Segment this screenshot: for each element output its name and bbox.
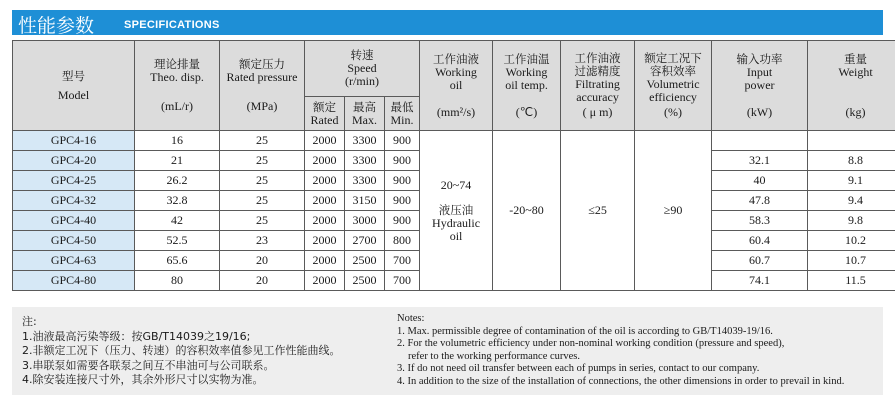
oil-temp-cell: [493, 131, 561, 291]
col-volumetric-efficiency: 额定工况下 容积效率 Volumetric efficiency (%): [635, 41, 712, 131]
notes-cn-line: 4.除安装连接尺寸外，其余外形尺寸以实物为准。: [22, 373, 264, 386]
power-cell: 60.4: [712, 231, 808, 251]
specifications-body: [13, 131, 895, 291]
pressure-cell: 23: [220, 231, 305, 251]
viscosity-value: 20~74: [440, 177, 472, 192]
weight-cell: 9.1: [808, 171, 895, 191]
specifications-table: [12, 40, 895, 291]
notes-cn-line: 1.油液最高污染等级：按GB/T14039之19/16;: [22, 329, 251, 343]
max-speed-cell: 2700: [345, 231, 385, 251]
min-speed-cell: 900: [385, 131, 420, 151]
notes-cn: [22, 315, 341, 388]
section-header: [12, 10, 883, 35]
max-speed-cell: 2500: [345, 251, 385, 271]
notes-en-title: Notes:: [397, 313, 425, 324]
min-speed-cell: 800: [385, 231, 420, 251]
max-speed-cell: 3000: [345, 211, 385, 231]
power-cell: 58.3: [712, 211, 808, 231]
pressure-cell: 25: [220, 151, 305, 171]
oil-type-cn: 液压油: [438, 202, 474, 217]
pressure-cell: 25: [220, 211, 305, 231]
min-speed-cell: 700: [385, 271, 420, 291]
weight-cell: 8.8: [808, 151, 895, 171]
disp-cell: 21: [135, 151, 220, 171]
notes-cn-line: 2.非额定工况下（压力、转速）的容积效率值参见工作性能曲线。: [22, 344, 341, 357]
col-model: 型号 Model: [13, 41, 135, 131]
model-cell: GPC4-63: [13, 251, 135, 271]
min-speed-cell: 900: [385, 191, 420, 211]
filtration-cell: [561, 131, 635, 291]
min-speed-cell: 900: [385, 211, 420, 231]
oil-type-en2: oil: [449, 228, 463, 243]
power-cell: [712, 131, 808, 151]
col-theo-disp: 理论排量 Theo. disp. (mL/r): [135, 41, 220, 131]
min-speed-cell: 900: [385, 151, 420, 171]
col-speed: 转速 Speed (r/min): [305, 41, 420, 97]
pressure-cell: 25: [220, 171, 305, 191]
rated-speed-cell: 2000: [305, 191, 345, 211]
weight-cell: 9.4: [808, 191, 895, 211]
model-cell: GPC4-16: [13, 131, 135, 151]
col-input-power: 输入功率 Input power (kW): [712, 41, 808, 131]
weight-cell: [808, 131, 895, 151]
notes-cn-title: 注:: [22, 315, 37, 328]
power-cell: 47.8: [712, 191, 808, 211]
rated-speed-cell: 2000: [305, 131, 345, 151]
col-weight: 重量 Weight (kg): [808, 41, 895, 131]
disp-cell: 80: [135, 271, 220, 291]
disp-cell: 16: [135, 131, 220, 151]
filtration-value: ≤25: [588, 203, 607, 217]
notes-section: [12, 307, 883, 395]
rated-speed-cell: 2000: [305, 171, 345, 191]
col-oil-temp: 工作油温 Working oil temp. (℃): [493, 41, 561, 131]
efficiency-cell: [635, 131, 712, 291]
disp-cell: 52.5: [135, 231, 220, 251]
max-speed-cell: 3300: [345, 171, 385, 191]
notes-en-line: 3. If do not need oil transfer between each of pumps in series, contact to our company.: [397, 363, 760, 375]
max-speed-cell: 3150: [345, 191, 385, 211]
disp-cell: 65.6: [135, 251, 220, 271]
notes-en-line: 2. For the volumetric efficiency under non-nominal working condition (pressure and speed),: [397, 338, 785, 350]
min-speed-cell: 900: [385, 171, 420, 191]
col-filtration: 工作油液 过滤精度 Filtrating accuracy ( μ m): [561, 41, 635, 131]
oil-type-en1: Hydraulic: [432, 215, 481, 230]
pressure-cell: 25: [220, 191, 305, 211]
rated-speed-cell: 2000: [305, 251, 345, 271]
power-cell: 60.7: [712, 251, 808, 271]
col-working-oil: 工作油液 Working oil (mm²/s): [420, 41, 493, 131]
notes-en-line: 1. Max. permissible degree of contamination of the oil is according to GB/T14039-19/16.: [397, 325, 773, 337]
model-cell: GPC4-25: [13, 171, 135, 191]
col-rated-pressure: 额定压力 Rated pressure (MPa): [220, 41, 305, 131]
min-speed-cell: 700: [385, 251, 420, 271]
col-speed-max: 最高 Max.: [345, 97, 385, 131]
notes-en-line: 4. In addition to the size of the installation of connections, the other dimensions in order to prevail in kind.: [397, 375, 845, 387]
disp-cell: 26.2: [135, 171, 220, 191]
notes-en-line: refer to the working performance curves.: [408, 350, 581, 362]
model-cell: GPC4-50: [13, 231, 135, 251]
pressure-cell: 25: [220, 131, 305, 151]
model-cell: GPC4-32: [13, 191, 135, 211]
oil-temp-value: -20~80: [509, 203, 544, 217]
model-cell: GPC4-80: [13, 271, 135, 291]
notes-cn-line: 3.串联泵如需要各联泵之间互不串油可与公司联系。: [22, 358, 275, 372]
col-speed-rated: 额定 Rated: [305, 97, 345, 131]
rated-speed-cell: 2000: [305, 231, 345, 251]
max-speed-cell: 2500: [345, 271, 385, 291]
section-title-cn: 性能参数: [18, 15, 95, 37]
rated-speed-cell: 2000: [305, 211, 345, 231]
max-speed-cell: 3300: [345, 151, 385, 171]
disp-cell: 42: [135, 211, 220, 231]
col-speed-min: 最低 Min.: [385, 97, 420, 131]
model-cell: GPC4-40: [13, 211, 135, 231]
weight-cell: 9.8: [808, 211, 895, 231]
pressure-cell: 20: [220, 251, 305, 271]
efficiency-value: ≥90: [663, 203, 683, 217]
power-cell: 40: [712, 171, 808, 191]
weight-cell: 11.5: [808, 271, 895, 291]
max-speed-cell: 3300: [345, 131, 385, 151]
section-title-en: SPECIFICATIONS: [124, 19, 220, 31]
disp-cell: 32.8: [135, 191, 220, 211]
power-cell: 32.1: [712, 151, 808, 171]
weight-cell: 10.2: [808, 231, 895, 251]
notes-en: [397, 313, 844, 389]
rated-speed-cell: 2000: [305, 271, 345, 291]
weight-cell: 10.7: [808, 251, 895, 271]
pressure-cell: 20: [220, 271, 305, 291]
model-cell: GPC4-20: [13, 151, 135, 171]
rated-speed-cell: 2000: [305, 151, 345, 171]
viscosity-cell: [420, 131, 493, 291]
power-cell: 74.1: [712, 271, 808, 291]
table-row: [13, 131, 895, 151]
